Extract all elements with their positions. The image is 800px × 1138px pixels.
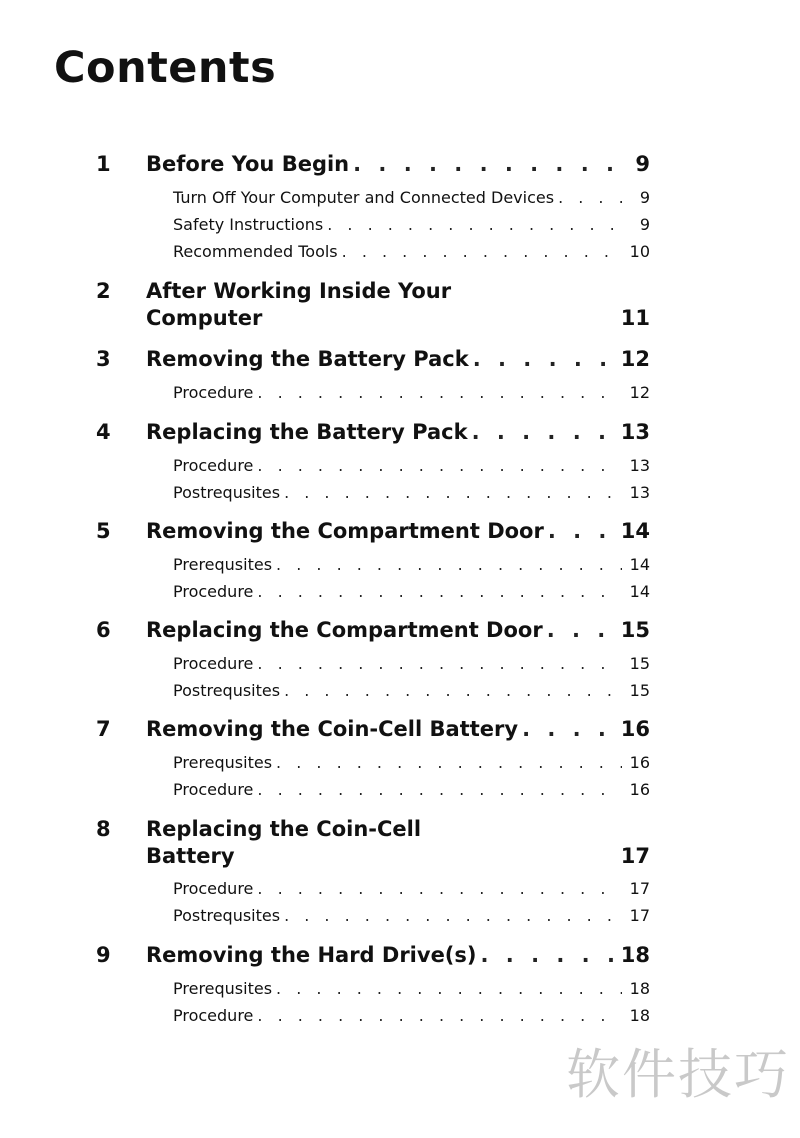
section-title: Safety Instructions — [173, 215, 324, 234]
dot-leader — [558, 187, 622, 209]
section-title: Prerequsites — [173, 555, 273, 574]
section-title: Procedure — [173, 654, 254, 673]
dot-leader — [257, 581, 621, 603]
page-title: Contents — [54, 43, 277, 93]
section-title: Procedure — [173, 879, 254, 898]
dot-leader — [257, 455, 621, 477]
dot-leader — [473, 346, 613, 373]
dot-leader — [257, 653, 621, 675]
dot-leader — [257, 779, 621, 801]
page-number: 13 — [629, 483, 650, 502]
section-title: Recommended Tools — [173, 242, 338, 261]
page-number: 13 — [620, 420, 650, 444]
page-number: 13 — [629, 456, 650, 475]
section-title: Procedure — [173, 780, 254, 799]
page-number: 10 — [629, 242, 650, 261]
page-number: 18 — [629, 1006, 650, 1025]
dot-leader — [342, 241, 622, 263]
chapter-number: 2 — [96, 279, 111, 303]
chapter-title-line1: Replacing the Coin-Cell — [146, 817, 422, 841]
dot-leader — [276, 978, 622, 1000]
chapter-title-line1: After Working Inside Your — [146, 279, 452, 303]
page-number: 15 — [620, 618, 650, 642]
page-number: 12 — [620, 347, 650, 371]
chapter-title: Removing the Battery Pack — [146, 347, 469, 371]
section-title: Procedure — [173, 456, 254, 475]
page-number: 15 — [629, 681, 650, 700]
page-number: 17 — [629, 906, 650, 925]
section-title: Prerequsites — [173, 979, 273, 998]
page-number: 9 — [635, 152, 650, 176]
page-number: 17 — [629, 879, 650, 898]
chapter-number: 6 — [96, 618, 111, 642]
page-number: 15 — [629, 654, 650, 673]
chapter-title: Removing the Hard Drive(s) — [146, 943, 477, 967]
chapter-number: 4 — [96, 420, 111, 444]
page-number: 14 — [629, 555, 650, 574]
page-number: 14 — [620, 519, 650, 543]
chapter-number: 8 — [96, 817, 111, 841]
dot-leader — [276, 554, 622, 576]
dot-leader — [257, 382, 621, 404]
dot-leader — [548, 518, 613, 545]
chapter-number: 3 — [96, 347, 111, 371]
dot-leader — [327, 214, 622, 236]
chapter-title: Removing the Compartment Door — [146, 519, 544, 543]
section-title: Prerequsites — [173, 753, 273, 772]
dot-leader — [547, 617, 613, 644]
chapter-title-line2: Battery — [146, 844, 235, 868]
chapter-title-line2: Computer — [146, 306, 263, 330]
table-of-contents — [96, 0, 650, 1025]
page-number: 18 — [629, 979, 650, 998]
section-title: Procedure — [173, 383, 254, 402]
section-title: Procedure — [173, 582, 254, 601]
section-title: Turn Off Your Computer and Connected Devices — [173, 188, 555, 207]
page-number: 9 — [639, 215, 650, 234]
dot-leader — [284, 680, 622, 702]
chapter-number: 5 — [96, 519, 111, 543]
section-title: Postrequsites — [173, 906, 281, 925]
chapter-title: Replacing the Battery Pack — [146, 420, 468, 444]
dot-leader — [284, 905, 622, 927]
page-number: 16 — [629, 780, 650, 799]
dot-leader — [472, 419, 613, 446]
chapter-number: 9 — [96, 943, 111, 967]
dot-leader — [353, 151, 622, 178]
chapter-number: 1 — [96, 152, 111, 176]
section-title: Postrequsites — [173, 483, 281, 502]
dot-leader — [522, 716, 613, 743]
page-number: 16 — [620, 717, 650, 741]
page-number: 14 — [629, 582, 650, 601]
page-number: 16 — [629, 753, 650, 772]
chapter-title: Removing the Coin-Cell Battery — [146, 717, 519, 741]
dot-leader — [257, 878, 621, 900]
chapter-number: 7 — [96, 717, 111, 741]
page-number: 11 — [620, 306, 650, 330]
section-title: Postrequsites — [173, 681, 281, 700]
page-number: 17 — [620, 844, 650, 868]
chapter-title: Before You Begin — [146, 152, 350, 176]
chapter-title: Replacing the Compartment Door — [146, 618, 543, 642]
page-number: 12 — [629, 383, 650, 402]
page-number: 18 — [620, 943, 650, 967]
section-title: Procedure — [173, 1006, 254, 1025]
watermark-text: 软件技巧 — [566, 1043, 790, 1106]
dot-leader — [284, 482, 622, 504]
dot-leader — [257, 1005, 621, 1025]
dot-leader — [481, 942, 613, 969]
dot-leader — [276, 752, 622, 774]
page-number: 9 — [639, 188, 650, 207]
